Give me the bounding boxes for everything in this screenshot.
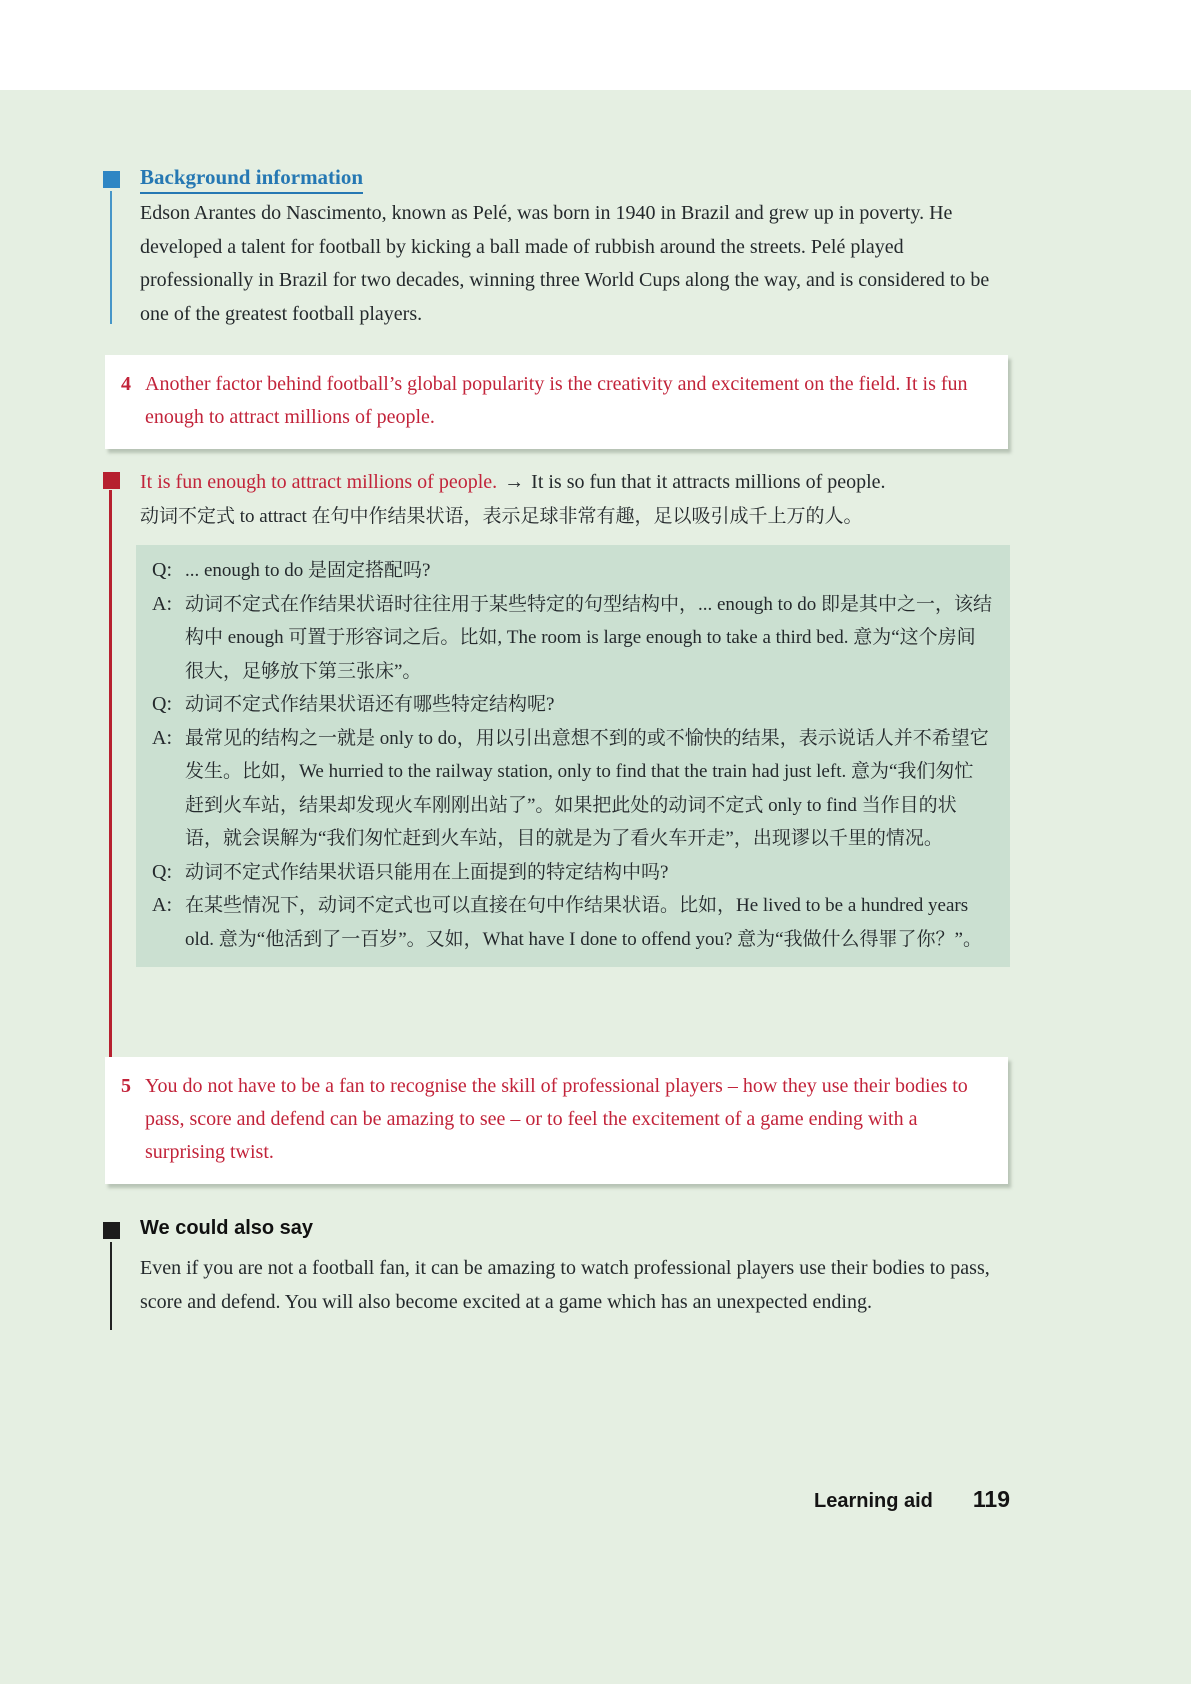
qa-label: A: bbox=[152, 726, 172, 749]
highlight-box-point-5 bbox=[105, 1057, 1008, 1184]
arrow-right-icon: → bbox=[504, 471, 525, 493]
key-sentence: It is fun enough to attract millions of people. bbox=[140, 471, 498, 493]
qa-item bbox=[152, 588, 992, 689]
footer-page-number: 119 bbox=[972, 1486, 1010, 1512]
point-number: 4 bbox=[121, 373, 131, 395]
qa-text: 动词不定式在作结果状语时往往用于某些特定的句型结构中，... enough to do 即是其中之一，该结构中 enough 可置于形容词之后。比如, The room is large enough to take a third bed. 意为“这个房间很大，足够放下第三张床”。 bbox=[185, 593, 992, 682]
blue-section-line bbox=[110, 191, 112, 324]
point-number: 5 bbox=[121, 1075, 131, 1097]
page-footer bbox=[814, 1486, 1010, 1513]
qa-item bbox=[152, 856, 992, 890]
background-info-heading: Background information bbox=[140, 165, 363, 194]
qa-item bbox=[152, 722, 992, 856]
footer-section-label: Learning aid bbox=[813, 1490, 933, 1512]
qa-label: Q: bbox=[152, 559, 172, 581]
point-text: You do not have to be a fan to recognise the skill of professional players – how they use their bodies to pass, score and defend can be amazing to see – or to feel the excitement of a game ending with a surprising twist. bbox=[145, 1075, 968, 1163]
red-section-line bbox=[109, 490, 112, 1088]
red-square-bullet-icon bbox=[103, 472, 120, 489]
qa-item bbox=[152, 889, 992, 956]
point-text: Another factor behind football’s global popularity is the creativity and excitement on the field. It is fun enough to attract millions of people. bbox=[145, 373, 968, 428]
qa-label: A: bbox=[152, 894, 172, 916]
background-info-body: Edson Arantes do Nascimento, known as Pelé, was born in 1940 in Brazil and grew up in poverty. He developed a talent for football by kicking a ball made of rubbish around the streets. Pelé played professionally in Brazil for two decades, winning three World Cups along the way, and is considered to be one of the greatest football players. bbox=[140, 202, 990, 325]
highlight-box-point-4 bbox=[105, 355, 1008, 449]
qa-text: 在某些情况下，动词不定式也可以直接在句中作结果状语。比如，He lived to be a hundred years old. 意为“他活到了一百岁”。又如，What have I done to offend you? 意为“我做什么得罪了你？”。 bbox=[185, 895, 982, 950]
black-square-bullet-icon bbox=[103, 1222, 120, 1239]
qa-label: A: bbox=[152, 592, 172, 615]
qa-item bbox=[152, 554, 992, 588]
qa-item bbox=[152, 688, 992, 722]
qa-text: ... enough to do 是固定搭配吗? bbox=[185, 560, 431, 581]
grammar-explanation: 动词不定式 to attract 在句中作结果状语，表示足球非常有趣，足以吸引成千上万的人。 bbox=[140, 506, 863, 527]
qa-text: 动词不定式作结果状语只能用在上面提到的特定结构中吗? bbox=[185, 861, 669, 883]
qa-label: Q: bbox=[152, 693, 172, 715]
also-say-body: Even if you are not a football fan, it can be amazing to watch professional players use their bodies to pass, score and defend. You will also become excited at a game which has an unexpected ending. bbox=[140, 1257, 990, 1313]
qa-list bbox=[152, 554, 992, 956]
black-section-line bbox=[110, 1242, 112, 1330]
qa-box bbox=[136, 545, 1010, 967]
paraphrase-sentence: It is so fun that it attracts millions of people. bbox=[531, 471, 886, 493]
sentence-paraphrase-line bbox=[140, 467, 1010, 497]
qa-text: 动词不定式作结果状语还有哪些特定结构呢? bbox=[185, 694, 555, 715]
top-margin-band bbox=[0, 0, 1191, 90]
qa-text: 最常见的结构之一就是 only to do，用以引出意想不到的或不愉快的结果，表示说话人并不希望它发生。比如，We hurried to the railway station, only to find that the train had just left. 意为“我们匆忙赶到火车站，结果却发现火车刚刚出站了”。如果把此处的动词不定式 only to find 当作目的状语，就会误解为“我们匆忙赶到火车站，目的就是为了看火车开走”，出现谬以千里的情况。 bbox=[185, 727, 989, 849]
blue-square-bullet-icon bbox=[103, 171, 120, 188]
also-say-heading: We could also say bbox=[140, 1217, 314, 1239]
qa-label: Q: bbox=[152, 860, 172, 883]
